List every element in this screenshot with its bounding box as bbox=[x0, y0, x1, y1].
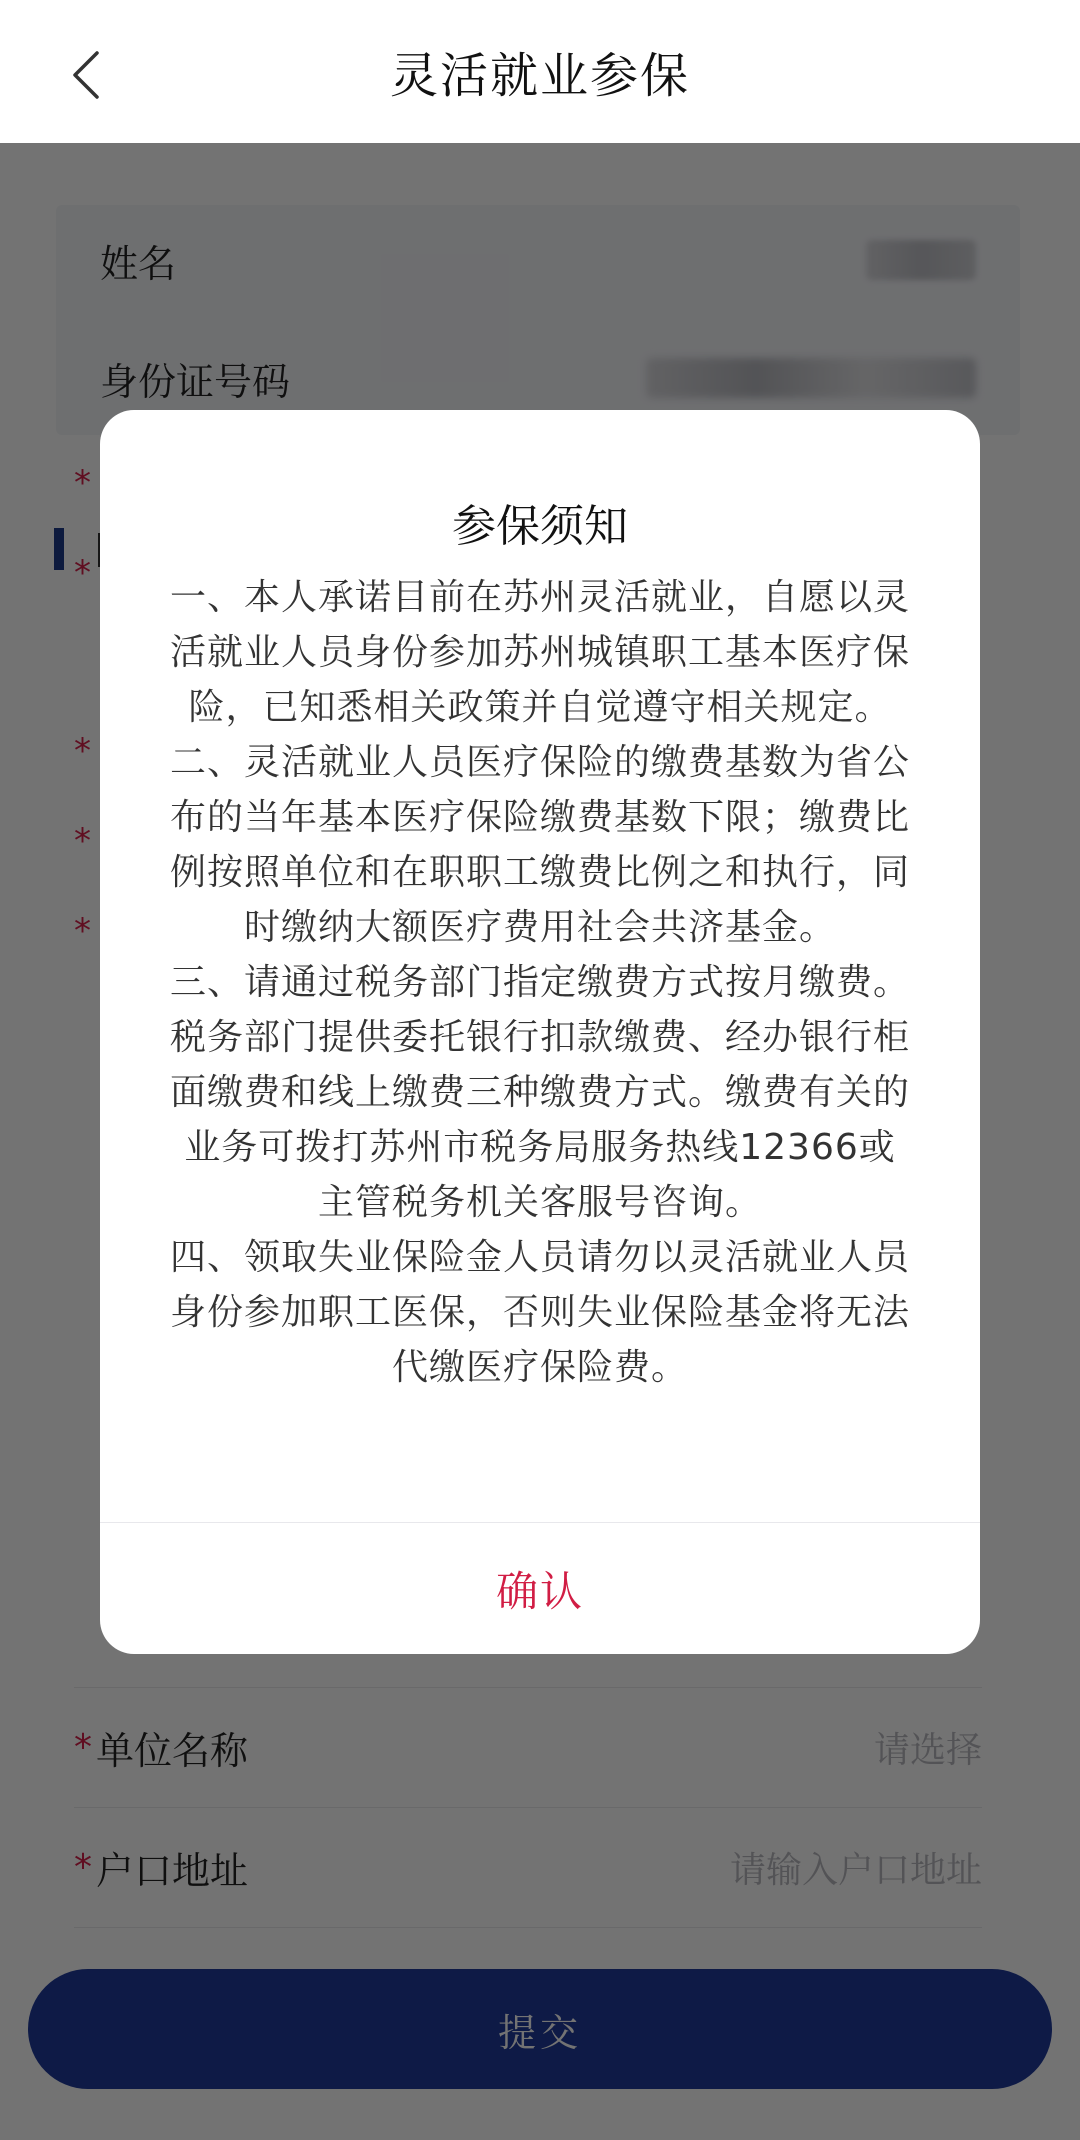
notice-modal bbox=[100, 410, 980, 1654]
page-title: 灵活就业参保 bbox=[389, 48, 690, 104]
notice-paragraph-4: 四、领取失业保险金人员请勿以灵活就业人员身份参加职工医保，否则失业保险基金将无法代缴医疗保险费。 bbox=[170, 1237, 911, 1388]
notice-paragraph-3: 三、请通过税务部门指定缴费方式按月缴费。税务部门提供委托银行扣款缴费、经办银行柜面缴费和线上缴费三种缴费方式。缴费有关的业务可拨打苏州市税务局服务热线12366或主管税务机关客服号咨询。 bbox=[170, 962, 911, 1223]
modal-body bbox=[170, 570, 910, 1395]
notice-paragraph-1: 一、本人承诺目前在苏州灵活就业，自愿以灵活就业人员身份参加苏州城镇职工基本医疗保险，已知悉相关政策并自觉遵守相关规定。 bbox=[170, 577, 911, 728]
notice-paragraph-2: 二、灵活就业人员医疗保险的缴费基数为省公布的当年基本医疗保险缴费基数下限；缴费比例按照单位和在职职工缴费比例之和执行，同时缴纳大额医疗费用社会共济基金。 bbox=[170, 742, 911, 948]
modal-title: 参保须知 bbox=[452, 501, 628, 552]
chevron-left-icon bbox=[71, 50, 101, 100]
confirm-button[interactable]: 确认 bbox=[495, 1566, 584, 1616]
back-button[interactable] bbox=[56, 40, 116, 110]
nav-header bbox=[0, 0, 1080, 143]
